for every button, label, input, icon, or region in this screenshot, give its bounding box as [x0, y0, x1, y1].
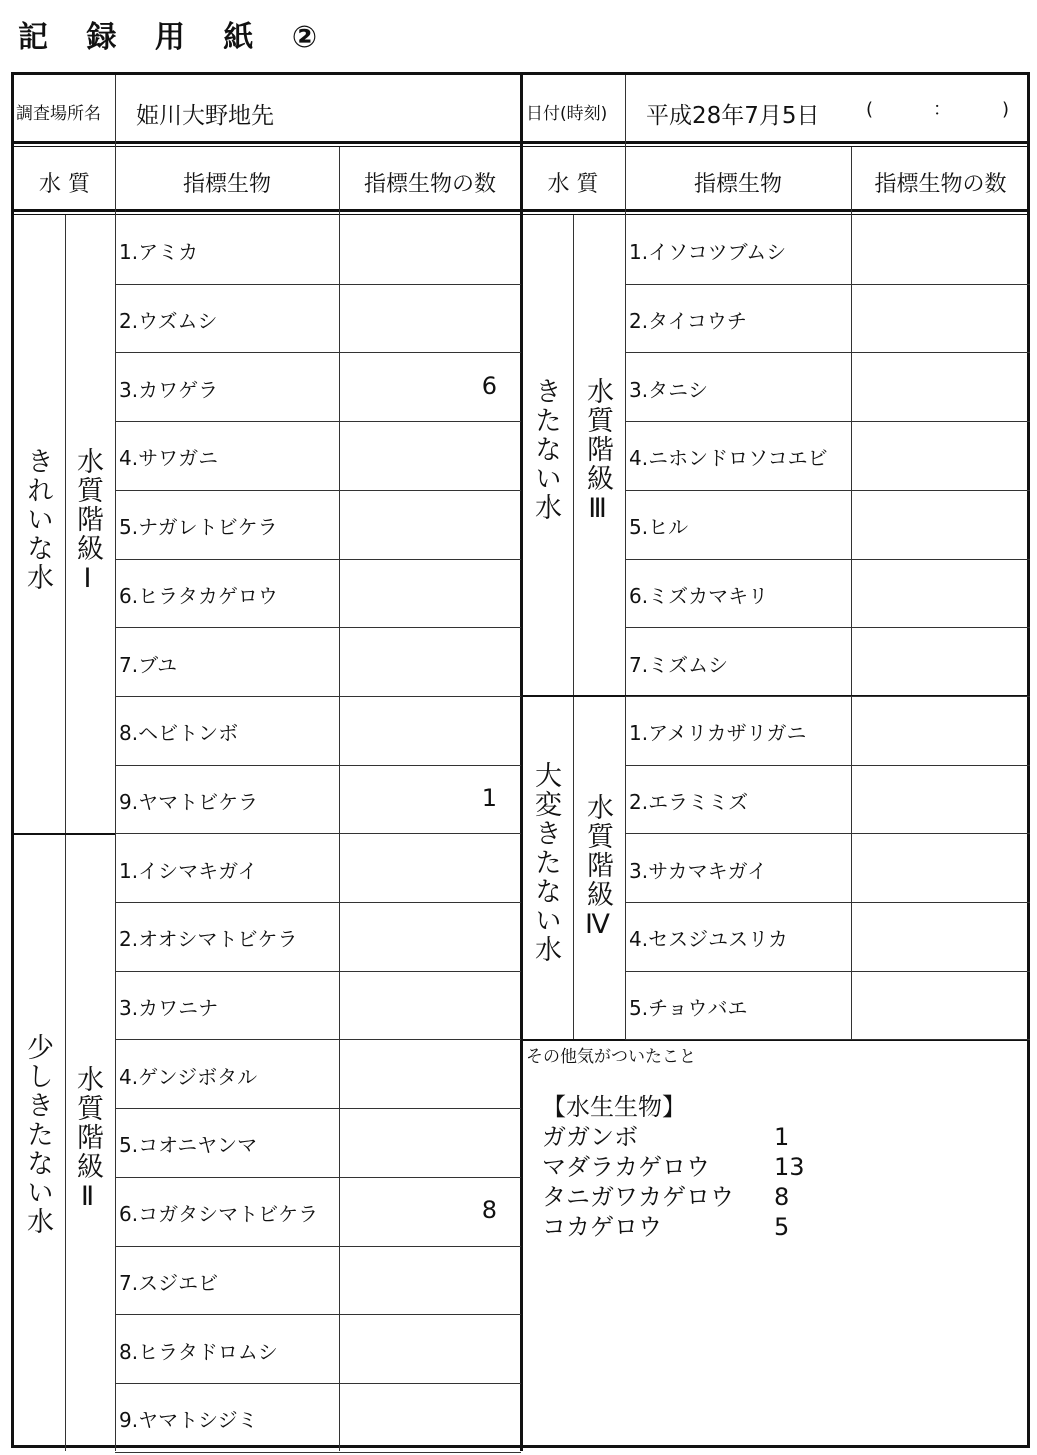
left-organism-header: 指標生物: [182, 172, 271, 197]
left-organism: 4.ゲンジボタル: [119, 1064, 258, 1089]
left-organism: 3.カワニナ: [119, 996, 219, 1021]
left-count-cell[interactable]: 6: [481, 371, 497, 400]
right-organism: 5.ヒル: [629, 515, 689, 540]
date-value[interactable]: 平成28年7月5日: [646, 103, 820, 129]
left-organism: 9.ヤマトシジミ: [119, 1408, 258, 1433]
right-quality-3: きたない水: [530, 377, 561, 522]
left-quality-header: 水 質: [39, 172, 90, 197]
right-count-header: 指標生物の数: [874, 172, 1007, 197]
right-organism: 3.サカマキガイ: [629, 858, 768, 883]
record-sheet: [11, 72, 1030, 1448]
left-organism: 1.イシマキガイ: [119, 858, 258, 883]
note-entry-count: 1: [774, 1123, 790, 1151]
note-entry: [542, 1182, 805, 1212]
left-organism: 3.カワゲラ: [119, 377, 219, 402]
left-count-cell[interactable]: 8: [481, 1196, 497, 1225]
left-organism: 9.ヤマトビケラ: [119, 789, 259, 814]
right-organism: 1.イソコツブムシ: [629, 240, 787, 265]
notes-body[interactable]: [542, 1092, 805, 1242]
right-grade-3: 水質階級Ⅲ: [582, 377, 613, 526]
note-entry: [542, 1122, 805, 1152]
note-entry-name: コカゲロウ: [542, 1213, 662, 1241]
left-organism: 7.スジエビ: [119, 1270, 219, 1295]
right-organism: 2.タイコウチ: [629, 309, 747, 334]
left-count-header: 指標生物の数: [363, 172, 496, 197]
note-entry-name: タニガワカゲロウ: [542, 1183, 734, 1211]
left-organism: 5.コオニヤンマ: [119, 1133, 258, 1158]
note-entry: [542, 1152, 805, 1182]
left-organism: 8.ヒラタドロムシ: [119, 1339, 278, 1364]
left-organism: 8.ヘビトンボ: [119, 721, 239, 746]
note-entry-count: 8: [774, 1183, 790, 1211]
right-quality-header: 水 質: [547, 172, 599, 197]
right-organism: 1.アメリカザリガニ: [629, 721, 807, 746]
date-label: 日付(時刻): [526, 104, 608, 124]
right-organism-header: 指標生物: [693, 172, 782, 197]
location-label: 調査場所名: [16, 104, 101, 124]
left-organism: 7.ブユ: [119, 652, 178, 677]
right-grade-4: 水質階級Ⅳ: [582, 793, 613, 942]
left-count-cell[interactable]: 1: [481, 783, 497, 812]
left-organism: 4.サワガニ: [119, 446, 219, 471]
notes-label: その他気がついたこと: [526, 1047, 696, 1067]
note-entry-name: ガガンボ: [542, 1123, 638, 1151]
right-organism: 6.ミズカマキリ: [629, 583, 769, 608]
left-organism: 2.ウズムシ: [119, 309, 218, 334]
right-organism: 4.セスジユスリカ: [629, 927, 788, 952]
left-grade-1: 水質階級Ⅰ: [72, 447, 103, 596]
left-organism: 6.コガタシマトビケラ: [119, 1202, 319, 1227]
page-title: 記 録 用 紙 ②: [18, 20, 332, 55]
note-entry-count: 13: [774, 1153, 805, 1181]
left-organism: 2.オオシマトビケラ: [119, 927, 298, 952]
right-organism: 3.タニシ: [629, 377, 709, 402]
left-organism: 6.ヒラタカゲロウ: [119, 583, 278, 608]
time-value[interactable]: ( ： ): [866, 99, 1018, 120]
note-entry-count: 5: [774, 1213, 790, 1241]
left-organism: 1.アミカ: [119, 240, 199, 265]
left-quality-1: きれいな水: [22, 447, 53, 592]
notes-heading: 【水生生物】: [542, 1093, 686, 1121]
right-organism: 4.ニホンドロソコエビ: [629, 446, 828, 471]
left-organism: 5.ナガレトビケラ: [119, 515, 278, 540]
right-quality-4: 大変きたない水: [530, 761, 561, 964]
left-quality-2: 少しきたない水: [22, 1033, 53, 1236]
right-organism: 5.チョウバエ: [629, 996, 748, 1021]
left-grade-2: 水質階級Ⅱ: [72, 1065, 103, 1214]
location-value[interactable]: 姫川大野地先: [136, 103, 274, 129]
note-entry-name: マダラカゲロウ: [542, 1153, 710, 1181]
note-entry: [542, 1212, 805, 1242]
right-organism: 7.ミズムシ: [629, 652, 729, 677]
right-organism: 2.エラミミズ: [629, 789, 749, 814]
